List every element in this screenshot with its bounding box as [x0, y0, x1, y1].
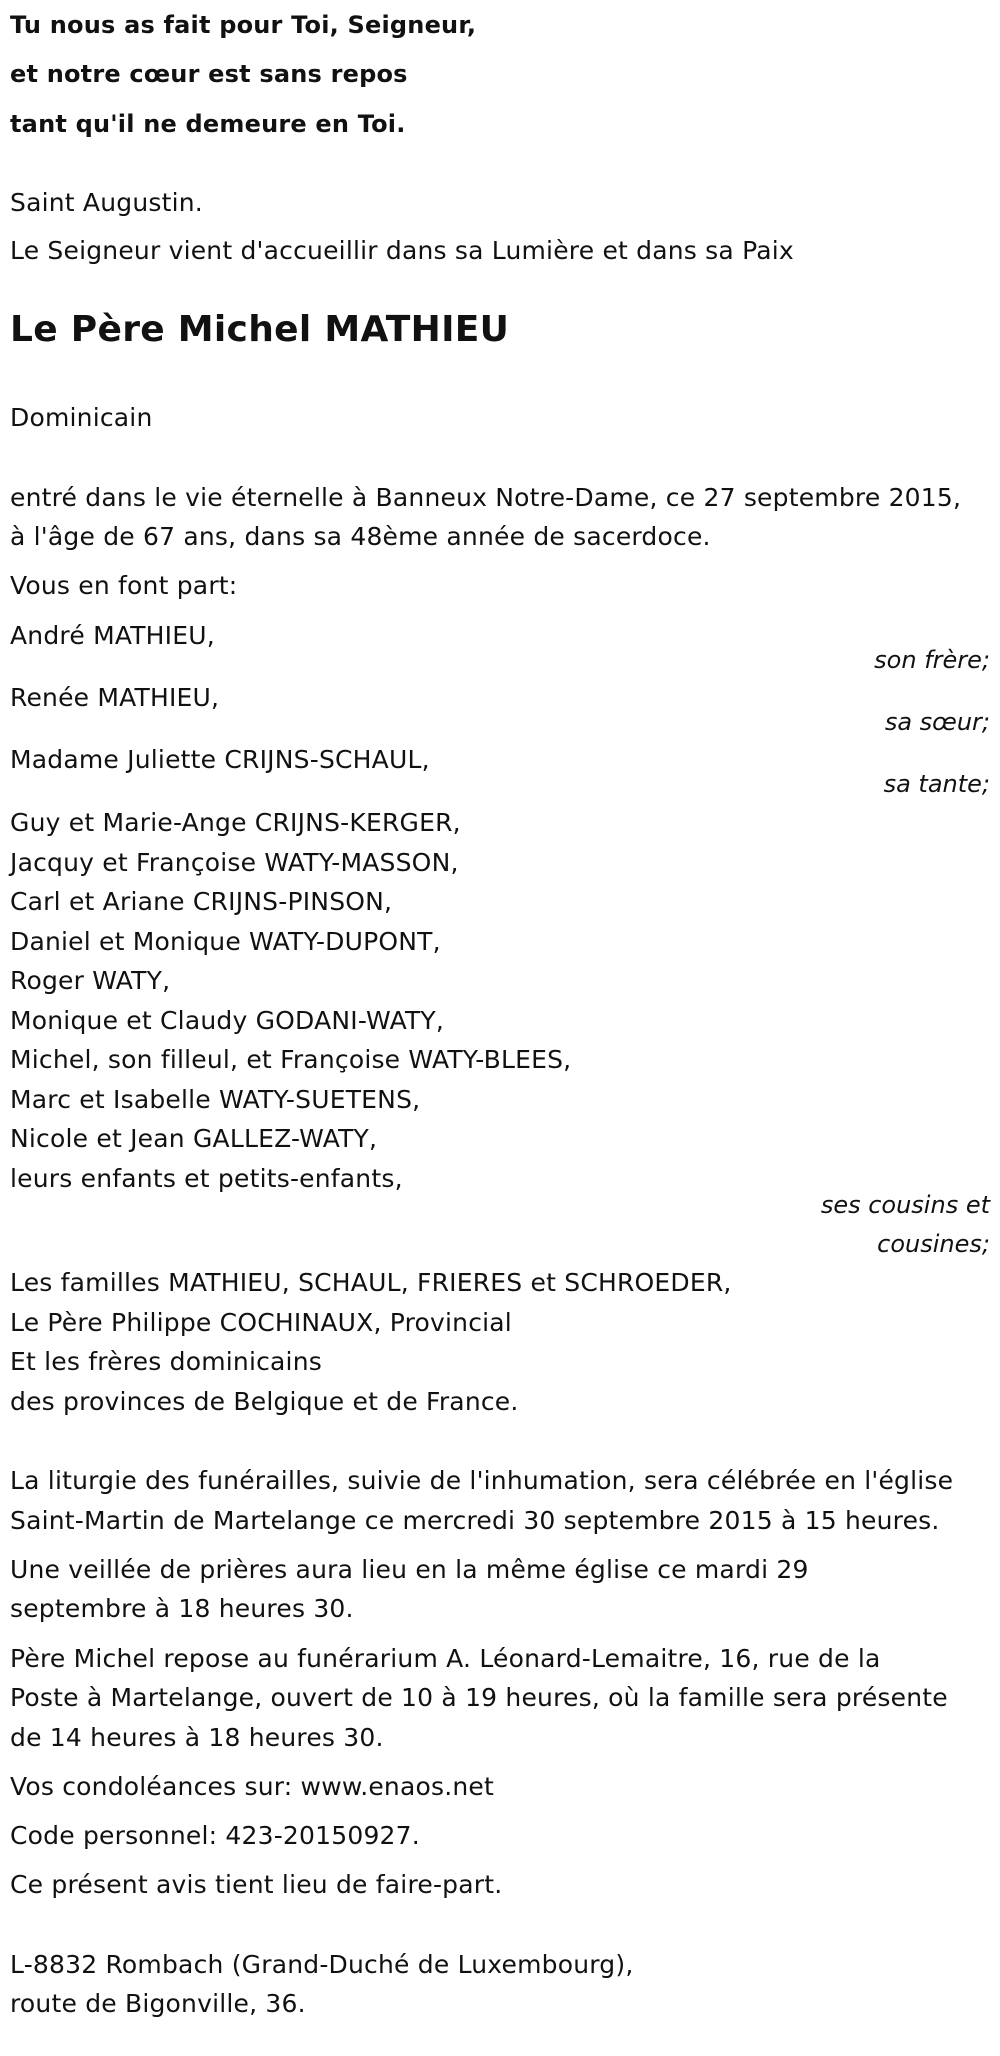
relation-label: ses cousins et [820, 1191, 990, 1219]
relation-label: sa sœur; [884, 708, 990, 736]
repose-line: de 14 heures à 18 heures 30. [10, 1723, 384, 1752]
vigil-line: Une veillée de prières aura lieu en la même église ce mardi 29 [10, 1555, 809, 1584]
deceased-name: Le Père Michel MATHIEU [10, 309, 510, 350]
family-line: Les familles MATHIEU, SCHAUL, FRIERES et SCHROEDER, [10, 1268, 732, 1297]
family-member: André MATHIEU, [10, 621, 215, 650]
epigraph-line: et notre cœur est sans repos [10, 60, 408, 88]
family-line: Le Père Philippe COCHINAUX, Provincial [10, 1308, 512, 1337]
relation-label: sa tante; [883, 770, 990, 798]
address-line: L-8832 Rombach (Grand-Duché de Luxembourg), [10, 1950, 634, 1979]
epigraph-line: Tu nous as fait pour Toi, Seigneur, [10, 11, 477, 39]
family-member: Jacquy et Françoise WATY-MASSON, [10, 848, 459, 877]
notice-line: Ce présent avis tient lieu de faire-part. [10, 1870, 503, 1899]
funeral-line: Saint-Martin de Martelange ce mercredi 30 septembre 2015 à 15 heures. [10, 1506, 940, 1535]
relation-label: cousines; [877, 1230, 990, 1258]
death-details-line: entré dans le vie éternelle à Banneux Notre-Dame, ce 27 septembre 2015, [10, 483, 962, 512]
family-member: Daniel et Monique WATY-DUPONT, [10, 927, 441, 956]
repose-line: Père Michel repose au funérarium A. Léonard-Lemaitre, 16, rue de la [10, 1644, 881, 1673]
vigil-line: septembre à 18 heures 30. [10, 1594, 354, 1623]
address-line: route de Bigonville, 36. [10, 1989, 306, 2018]
family-member: Michel, son filleul, et Françoise WATY-BLEES, [10, 1045, 572, 1074]
intro-text: Le Seigneur vient d'accueillir dans sa Lumière et dans sa Paix [10, 236, 794, 265]
repose-line: Poste à Martelange, ouvert de 10 à 19 heures, où la famille sera présente [10, 1683, 948, 1712]
attribution: Saint Augustin. [10, 188, 203, 217]
family-member: Marc et Isabelle WATY-SUETENS, [10, 1085, 421, 1114]
family-member: Carl et Ariane CRIJNS-PINSON, [10, 887, 393, 916]
family-member: Roger WATY, [10, 966, 171, 995]
epigraph-line: tant qu'il ne demeure en Toi. [10, 110, 406, 138]
announcers-intro: Vous en font part: [10, 571, 238, 600]
family-member: Renée MATHIEU, [10, 683, 220, 712]
order: Dominicain [10, 403, 153, 432]
family-line: des provinces de Belgique et de France. [10, 1387, 519, 1416]
death-details-line: à l'âge de 67 ans, dans sa 48ème année de sacerdoce. [10, 522, 711, 551]
family-member: Guy et Marie-Ange CRIJNS-KERGER, [10, 808, 461, 837]
family-line: Et les frères dominicains [10, 1347, 322, 1376]
condolences-line: Vos condoléances sur: www.enaos.net [10, 1772, 494, 1801]
family-member: Madame Juliette CRIJNS-SCHAUL, [10, 745, 430, 774]
personal-code: Code personnel: 423-20150927. [10, 1821, 420, 1850]
family-member: Monique et Claudy GODANI-WATY, [10, 1006, 445, 1035]
funeral-line: La liturgie des funérailles, suivie de l'inhumation, sera célébrée en l'église [10, 1466, 954, 1495]
relation-label: son frère; [874, 646, 990, 674]
family-member: Nicole et Jean GALLEZ-WATY, [10, 1124, 378, 1153]
family-member: leurs enfants et petits-enfants, [10, 1164, 403, 1193]
